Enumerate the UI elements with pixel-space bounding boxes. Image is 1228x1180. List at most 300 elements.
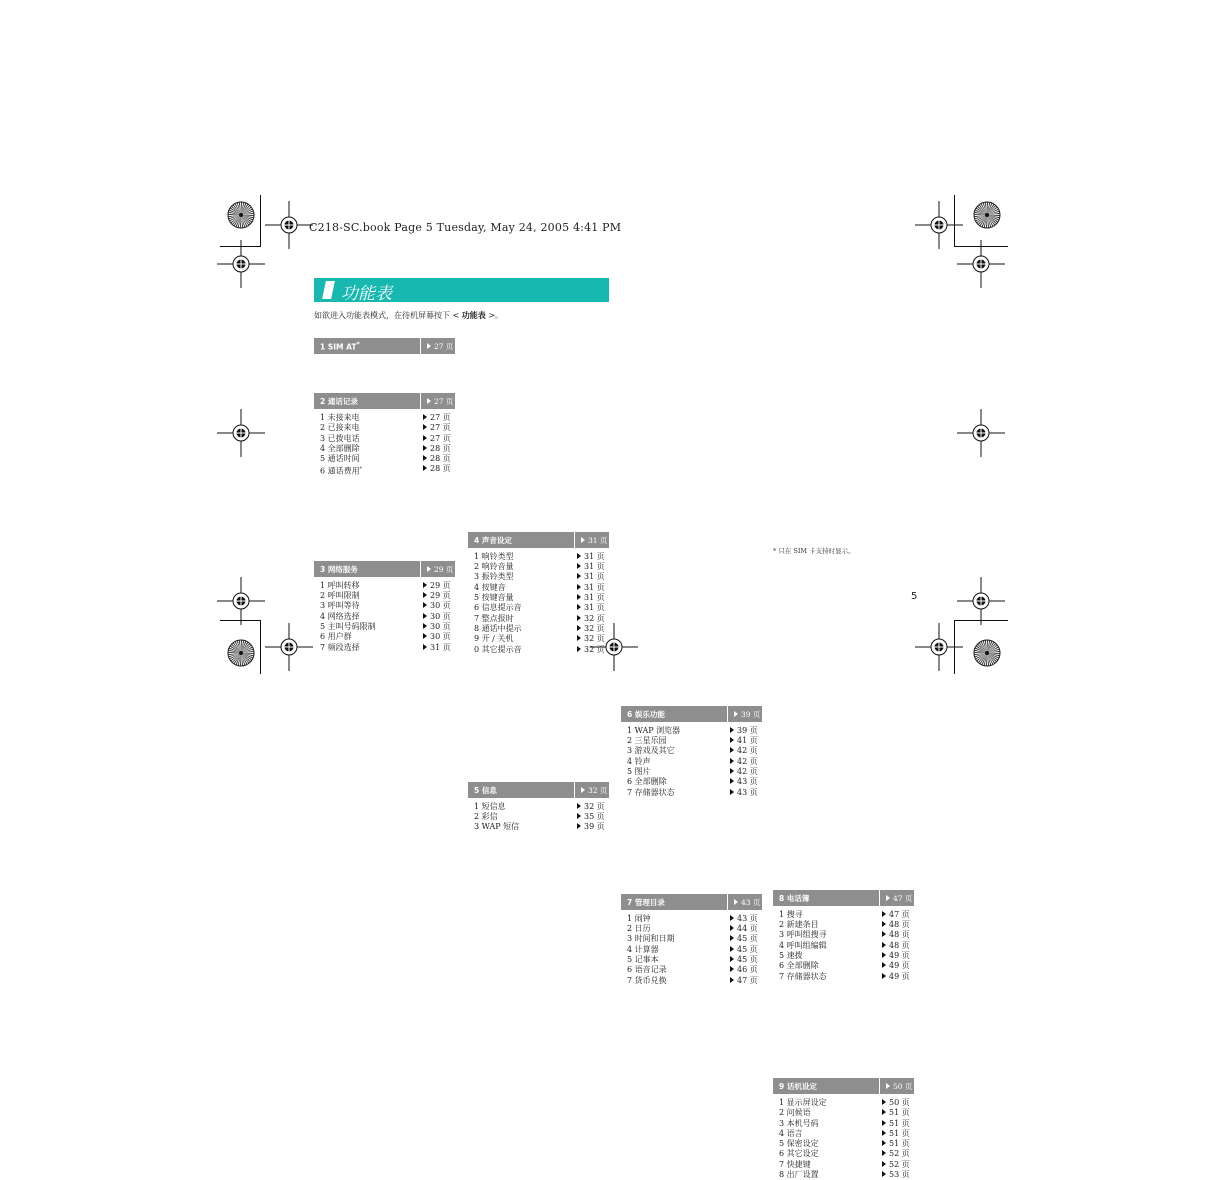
menu-item-number: 6 bbox=[320, 632, 326, 642]
section-page: 47 页 bbox=[893, 893, 913, 903]
menu-item-name bbox=[474, 822, 519, 832]
menu-item-page: 29 页 bbox=[430, 580, 451, 590]
arrow-right-icon bbox=[882, 931, 886, 937]
menu-item-number: 8 bbox=[474, 623, 480, 633]
section-name: 声音设定 bbox=[481, 535, 512, 545]
menu-item-page: 27 页 bbox=[430, 413, 451, 422]
menu-item-label: WAP 短信 bbox=[481, 822, 520, 832]
arrow-right-icon bbox=[730, 778, 734, 784]
menu-item-number: 7 bbox=[627, 787, 633, 797]
menu-item-number: 3 bbox=[779, 1118, 785, 1128]
menu-item-page: 49 页 bbox=[889, 961, 910, 971]
arrow-right-icon bbox=[882, 973, 886, 979]
menu-item bbox=[468, 624, 609, 634]
menu-item bbox=[314, 444, 455, 454]
menu-item-label: 存储器状态 bbox=[786, 971, 827, 981]
menu-item bbox=[773, 1139, 914, 1149]
menu-item-label: 按键音 bbox=[481, 582, 506, 592]
menu-item-name bbox=[627, 757, 651, 767]
section-items bbox=[773, 1094, 914, 1180]
menu-item-number: 2 bbox=[320, 591, 326, 601]
registration-mark-icon bbox=[915, 623, 963, 671]
menu-item-number: 7 bbox=[779, 971, 785, 981]
menu-item-number: 3 bbox=[474, 822, 480, 832]
menu-item-page-ref bbox=[882, 930, 910, 940]
section-title bbox=[320, 396, 358, 407]
menu-item bbox=[468, 593, 609, 603]
crop-line bbox=[954, 620, 955, 674]
menu-item-number: 2 bbox=[320, 423, 326, 433]
arrow-right-icon bbox=[730, 737, 734, 743]
registration-mark-icon bbox=[957, 409, 1005, 457]
menu-item-number: 2 bbox=[779, 1108, 785, 1118]
menu-item-page: 45 页 bbox=[737, 934, 758, 944]
menu-item bbox=[468, 614, 609, 624]
menu-item-page: 51 页 bbox=[889, 1118, 910, 1128]
menu-item-page-ref bbox=[423, 423, 451, 433]
section-page-ref bbox=[420, 393, 455, 409]
menu-item bbox=[468, 822, 609, 832]
arrow-right-icon bbox=[882, 1150, 886, 1156]
menu-item bbox=[621, 976, 762, 986]
menu-item bbox=[621, 767, 762, 777]
menu-item-page: 31 页 bbox=[584, 582, 605, 592]
menu-item bbox=[468, 812, 609, 822]
menu-item-name bbox=[627, 726, 680, 736]
registration-mark-icon bbox=[217, 240, 265, 288]
crop-line bbox=[260, 620, 261, 674]
section-page-ref bbox=[727, 706, 762, 722]
menu-item bbox=[314, 591, 455, 601]
menu-item-label: 已接来电 bbox=[327, 423, 360, 433]
arrow-right-icon bbox=[577, 635, 581, 641]
menu-item-label: 全部删除 bbox=[327, 443, 360, 453]
section-number: 9 bbox=[779, 1081, 785, 1091]
section-number: 7 bbox=[627, 897, 633, 907]
menu-item bbox=[314, 601, 455, 611]
menu-item-number: 3 bbox=[474, 572, 480, 582]
menu-item-label: 呼叫组编辑 bbox=[786, 940, 827, 950]
crop-line bbox=[220, 620, 261, 621]
menu-item-page: 27 页 bbox=[430, 423, 451, 433]
section-number: 1 bbox=[320, 342, 326, 352]
menu-item-page-ref bbox=[423, 643, 451, 653]
menu-item-page-ref bbox=[423, 464, 451, 474]
menu-item-page: 42 页 bbox=[737, 756, 758, 766]
arrow-right-icon bbox=[427, 343, 431, 349]
menu-item bbox=[621, 914, 762, 924]
arrow-right-icon bbox=[577, 553, 581, 559]
menu-item-number: 9 bbox=[474, 634, 480, 644]
section-header bbox=[314, 561, 455, 577]
menu-item-page-ref bbox=[882, 910, 910, 920]
menu-item-page-ref bbox=[882, 920, 910, 930]
menu-item-name bbox=[320, 464, 362, 477]
menu-item-name bbox=[627, 965, 667, 975]
section-title-bar bbox=[314, 278, 609, 302]
menu-item-number: 1 bbox=[474, 551, 480, 561]
menu-item-page: 43 页 bbox=[737, 913, 758, 923]
menu-item-page-ref bbox=[730, 746, 758, 756]
menu-item-number: 2 bbox=[474, 812, 480, 822]
menu-item-label: 出厂设置 bbox=[786, 1170, 819, 1180]
menu-item-name bbox=[320, 632, 352, 642]
menu-item-page: 31 页 bbox=[584, 551, 605, 561]
menu-item-page: 28 页 bbox=[430, 464, 451, 474]
section-name: 娱乐功能 bbox=[634, 709, 665, 719]
star-target-icon bbox=[226, 638, 256, 668]
menu-item bbox=[621, 788, 762, 798]
menu-item-number: 7 bbox=[779, 1159, 785, 1169]
menu-item bbox=[468, 603, 609, 613]
menu-item-name bbox=[320, 444, 360, 454]
arrow-right-icon bbox=[423, 465, 427, 471]
menu-item-page: 41 页 bbox=[737, 736, 758, 746]
page-title: 功能表 bbox=[341, 284, 392, 304]
menu-item-page-ref bbox=[730, 945, 758, 955]
section-number: 4 bbox=[474, 535, 480, 545]
section-name: 电话簿 bbox=[786, 893, 810, 903]
menu-item-label: 其它提示音 bbox=[481, 644, 522, 654]
registration-mark-icon bbox=[957, 240, 1005, 288]
menu-item-page: 50 页 bbox=[889, 1097, 910, 1107]
menu-item bbox=[314, 632, 455, 642]
menu-item-page-ref bbox=[882, 1119, 910, 1129]
menu-item-page: 28 页 bbox=[430, 454, 451, 464]
arrow-right-icon bbox=[882, 1171, 886, 1177]
menu-item-number: 5 bbox=[779, 1139, 785, 1149]
menu-item-name bbox=[320, 622, 376, 632]
menu-item-number: 5 bbox=[474, 593, 480, 603]
section-items bbox=[468, 798, 609, 833]
menu-item-page-ref bbox=[423, 581, 451, 591]
menu-item-page: 28 页 bbox=[430, 443, 451, 453]
arrow-right-icon bbox=[730, 789, 734, 795]
menu-item-label: 全部删除 bbox=[786, 961, 819, 971]
crop-line bbox=[954, 246, 1008, 247]
arrow-right-icon bbox=[882, 911, 886, 917]
section-name: 通话记录 bbox=[327, 397, 358, 406]
menu-item-name bbox=[779, 1129, 803, 1139]
section-title bbox=[320, 564, 358, 575]
menu-section bbox=[314, 561, 455, 653]
arrow-right-icon bbox=[427, 566, 431, 572]
menu-item-page: 39 页 bbox=[737, 725, 758, 735]
menu-item-name bbox=[474, 802, 506, 812]
menu-item-page-ref bbox=[577, 802, 605, 812]
menu-item-page: 32 页 bbox=[584, 623, 605, 633]
section-page-ref bbox=[879, 1078, 914, 1094]
menu-item-number: 3 bbox=[627, 746, 633, 756]
crop-line bbox=[954, 620, 1008, 621]
menu-item-number: 7 bbox=[474, 613, 480, 623]
menu-item bbox=[314, 464, 455, 477]
menu-item-page-ref bbox=[423, 444, 451, 454]
menu-item-page: 31 页 bbox=[584, 593, 605, 603]
section-page-ref bbox=[879, 890, 914, 906]
menu-item bbox=[468, 634, 609, 644]
menu-item-page: 49 页 bbox=[889, 951, 910, 961]
menu-item-label: 游戏及其它 bbox=[634, 746, 675, 756]
menu-item-page-ref bbox=[423, 591, 451, 601]
menu-item bbox=[773, 1170, 914, 1180]
menu-item-page: 32 页 bbox=[584, 634, 605, 644]
section-page-ref bbox=[727, 894, 762, 910]
menu-item-page-ref bbox=[577, 572, 605, 582]
menu-item bbox=[773, 1098, 914, 1108]
arrow-right-icon bbox=[577, 615, 581, 621]
menu-item-label: 货币兑换 bbox=[634, 975, 667, 985]
menu-item-page-ref bbox=[882, 1098, 910, 1108]
menu-item-number: 1 bbox=[627, 913, 633, 923]
arrow-right-icon bbox=[882, 1120, 886, 1126]
arrow-right-icon bbox=[577, 604, 581, 610]
menu-item-number: 4 bbox=[320, 611, 326, 621]
registration-mark-icon bbox=[915, 201, 963, 249]
menu-item-name bbox=[779, 972, 827, 982]
menu-item-name bbox=[627, 777, 667, 787]
menu-item bbox=[773, 1129, 914, 1139]
menu-item-number: 2 bbox=[474, 562, 480, 572]
menu-item-number: 1 bbox=[320, 413, 326, 422]
menu-item-page: 51 页 bbox=[889, 1139, 910, 1149]
star-target-icon bbox=[972, 638, 1002, 668]
menu-item-page: 48 页 bbox=[889, 920, 910, 930]
menu-item-number: 6 bbox=[779, 961, 785, 971]
menu-item-label: 通话时间 bbox=[327, 454, 360, 464]
menu-item-label: 通话中提示 bbox=[481, 623, 522, 633]
section-name: 信息 bbox=[481, 785, 497, 795]
registration-mark-icon bbox=[265, 623, 313, 671]
section-number: 8 bbox=[779, 893, 785, 903]
menu-item bbox=[468, 552, 609, 562]
menu-item-number: 6 bbox=[627, 965, 633, 975]
arrow-right-icon bbox=[577, 803, 581, 809]
menu-section bbox=[621, 706, 762, 798]
section-page: 32 页 bbox=[588, 785, 608, 795]
menu-item-page-ref bbox=[577, 634, 605, 644]
section-header bbox=[468, 782, 609, 798]
section-title bbox=[320, 341, 360, 352]
menu-item-number: 4 bbox=[627, 944, 633, 954]
menu-item-label: 整点报时 bbox=[481, 613, 514, 623]
section-footnote-mark: * bbox=[356, 341, 360, 348]
menu-item-name bbox=[779, 1119, 819, 1129]
arrow-right-icon bbox=[734, 711, 738, 717]
menu-item-label: 短信息 bbox=[481, 801, 506, 811]
section-header bbox=[773, 890, 914, 906]
section-name: SIM AT bbox=[327, 342, 357, 352]
menu-item-name bbox=[779, 1108, 811, 1118]
menu-item-page: 31 页 bbox=[584, 572, 605, 582]
menu-item bbox=[621, 736, 762, 746]
menu-item-number: 4 bbox=[627, 756, 633, 766]
menu-item bbox=[621, 955, 762, 965]
menu-item-page-ref bbox=[730, 788, 758, 798]
menu-item-page: 31 页 bbox=[584, 562, 605, 572]
section-title bbox=[474, 535, 512, 546]
arrow-right-icon bbox=[577, 813, 581, 819]
menu-item-page: 45 页 bbox=[737, 954, 758, 964]
menu-item bbox=[468, 583, 609, 593]
menu-item-page: 52 页 bbox=[889, 1149, 910, 1159]
section-page-ref bbox=[420, 561, 455, 577]
menu-item-page: 32 页 bbox=[584, 613, 605, 623]
menu-item-name bbox=[474, 624, 522, 634]
section-items bbox=[621, 722, 762, 798]
menu-item bbox=[621, 746, 762, 756]
arrow-right-icon bbox=[423, 445, 427, 451]
menu-item-number: 4 bbox=[474, 582, 480, 592]
menu-item-label: 信息提示音 bbox=[481, 603, 522, 613]
menu-item-name bbox=[474, 583, 506, 593]
menu-item-number: 3 bbox=[320, 433, 326, 443]
menu-item bbox=[621, 965, 762, 975]
menu-item-label: 呼叫等待 bbox=[327, 601, 360, 611]
menu-item-label: 时间和日期 bbox=[634, 934, 675, 944]
section-name: 管理目录 bbox=[634, 897, 665, 907]
menu-item-label: 图片 bbox=[634, 766, 651, 776]
menu-item-name bbox=[779, 1160, 811, 1170]
menu-item bbox=[773, 910, 914, 920]
menu-item-name bbox=[320, 423, 360, 433]
arrow-right-icon bbox=[882, 1130, 886, 1136]
menu-item-page-ref bbox=[882, 1108, 910, 1118]
menu-item-label: 振铃类型 bbox=[481, 572, 514, 582]
menu-item-page: 30 页 bbox=[430, 621, 451, 631]
menu-item-page-ref bbox=[423, 601, 451, 611]
menu-item-name bbox=[627, 924, 651, 934]
arrow-right-icon bbox=[730, 768, 734, 774]
menu-item-name bbox=[779, 961, 819, 971]
arrow-right-icon bbox=[423, 435, 427, 441]
menu-item-page-ref bbox=[882, 961, 910, 971]
menu-item-name bbox=[320, 643, 360, 653]
menu-item-name bbox=[779, 941, 827, 951]
menu-item-page: 30 页 bbox=[430, 632, 451, 642]
menu-item-page-ref bbox=[577, 593, 605, 603]
menu-item-page-ref bbox=[577, 812, 605, 822]
menu-item-number: 6 bbox=[779, 1149, 785, 1159]
menu-item-label: 其它设定 bbox=[786, 1149, 819, 1159]
menu-item-name bbox=[779, 951, 803, 961]
intro-bold: 功能表 bbox=[461, 311, 486, 320]
section-header bbox=[773, 1078, 914, 1094]
menu-item bbox=[773, 1160, 914, 1170]
section-header bbox=[314, 393, 455, 409]
menu-item-label: 呼叫转移 bbox=[327, 580, 360, 590]
menu-item-page: 47 页 bbox=[737, 975, 758, 985]
arrow-right-icon bbox=[577, 823, 581, 829]
menu-item-label: 响铃类型 bbox=[481, 551, 514, 561]
registration-mark-icon bbox=[957, 577, 1005, 625]
menu-item bbox=[621, 726, 762, 736]
menu-item-page-ref bbox=[730, 777, 758, 787]
menu-item-page: 35 页 bbox=[584, 812, 605, 822]
menu-item-page: 31 页 bbox=[430, 642, 451, 652]
menu-item bbox=[314, 643, 455, 653]
menu-item-page-ref bbox=[730, 965, 758, 975]
menu-item-label: 三星乐园 bbox=[634, 736, 667, 746]
menu-item-label: 通话费用 bbox=[327, 467, 360, 477]
menu-item-page-ref bbox=[577, 583, 605, 593]
arrow-right-icon bbox=[581, 787, 585, 793]
menu-item-page: 48 页 bbox=[889, 940, 910, 950]
section-title bbox=[627, 897, 665, 908]
menu-item-page-ref bbox=[730, 767, 758, 777]
arrow-right-icon bbox=[730, 925, 734, 931]
menu-item bbox=[773, 972, 914, 982]
menu-item-name bbox=[320, 454, 360, 464]
menu-item-page-ref bbox=[423, 622, 451, 632]
arrow-right-icon bbox=[730, 946, 734, 952]
menu-item-number: 6 bbox=[320, 467, 326, 477]
menu-item-name bbox=[779, 1139, 819, 1149]
menu-item-label: 网络选择 bbox=[327, 611, 360, 621]
menu-item-label: 响铃音量 bbox=[481, 562, 514, 572]
registration-mark-icon bbox=[265, 201, 313, 249]
menu-section bbox=[773, 1078, 914, 1180]
menu-item-page-ref bbox=[423, 612, 451, 622]
menu-item-name bbox=[320, 591, 360, 601]
menu-item-name bbox=[474, 603, 522, 613]
section-page: 27 页 bbox=[434, 342, 454, 351]
menu-item-label: 存储器状态 bbox=[634, 787, 675, 797]
menu-item-name bbox=[779, 1149, 819, 1159]
menu-item bbox=[621, 924, 762, 934]
menu-item bbox=[621, 757, 762, 767]
menu-item-page-ref bbox=[577, 645, 605, 655]
arrow-right-icon bbox=[423, 613, 427, 619]
menu-item-page-ref bbox=[882, 1149, 910, 1159]
section-items bbox=[468, 548, 609, 655]
menu-item-page: 39 页 bbox=[584, 822, 605, 832]
section-title bbox=[779, 893, 809, 904]
menu-item-page: 51 页 bbox=[889, 1128, 910, 1138]
arrow-right-icon bbox=[882, 921, 886, 927]
section-title bbox=[474, 785, 497, 796]
menu-section bbox=[314, 338, 455, 358]
intro-suffix: >。 bbox=[485, 311, 504, 320]
menu-item-footnote-mark: * bbox=[359, 466, 363, 473]
menu-item-number: 1 bbox=[627, 725, 633, 735]
menu-item-page: 47 页 bbox=[889, 909, 910, 919]
section-header bbox=[621, 894, 762, 910]
menu-item-number: 3 bbox=[779, 930, 785, 940]
menu-item-label: 日历 bbox=[634, 924, 651, 934]
arrow-right-icon bbox=[882, 962, 886, 968]
menu-item-page-ref bbox=[730, 726, 758, 736]
menu-item bbox=[314, 454, 455, 464]
section-page-ref bbox=[574, 532, 609, 548]
arrow-right-icon bbox=[423, 623, 427, 629]
arrow-right-icon bbox=[886, 895, 890, 901]
menu-item bbox=[468, 562, 609, 572]
section-number: 3 bbox=[320, 564, 326, 574]
menu-item-number: 1 bbox=[320, 580, 326, 590]
menu-item-number: 4 bbox=[779, 940, 785, 950]
menu-section bbox=[773, 890, 914, 982]
star-target-icon bbox=[226, 200, 256, 230]
menu-item bbox=[773, 1119, 914, 1129]
menu-item-label: 搜寻 bbox=[786, 909, 803, 919]
menu-item-label: 速拨 bbox=[786, 951, 803, 961]
menu-item-label: 主叫号码限制 bbox=[327, 621, 376, 631]
arrow-right-icon bbox=[730, 956, 734, 962]
menu-item-name bbox=[779, 930, 827, 940]
menu-item-name bbox=[474, 614, 514, 624]
menu-item-number: 5 bbox=[627, 766, 633, 776]
